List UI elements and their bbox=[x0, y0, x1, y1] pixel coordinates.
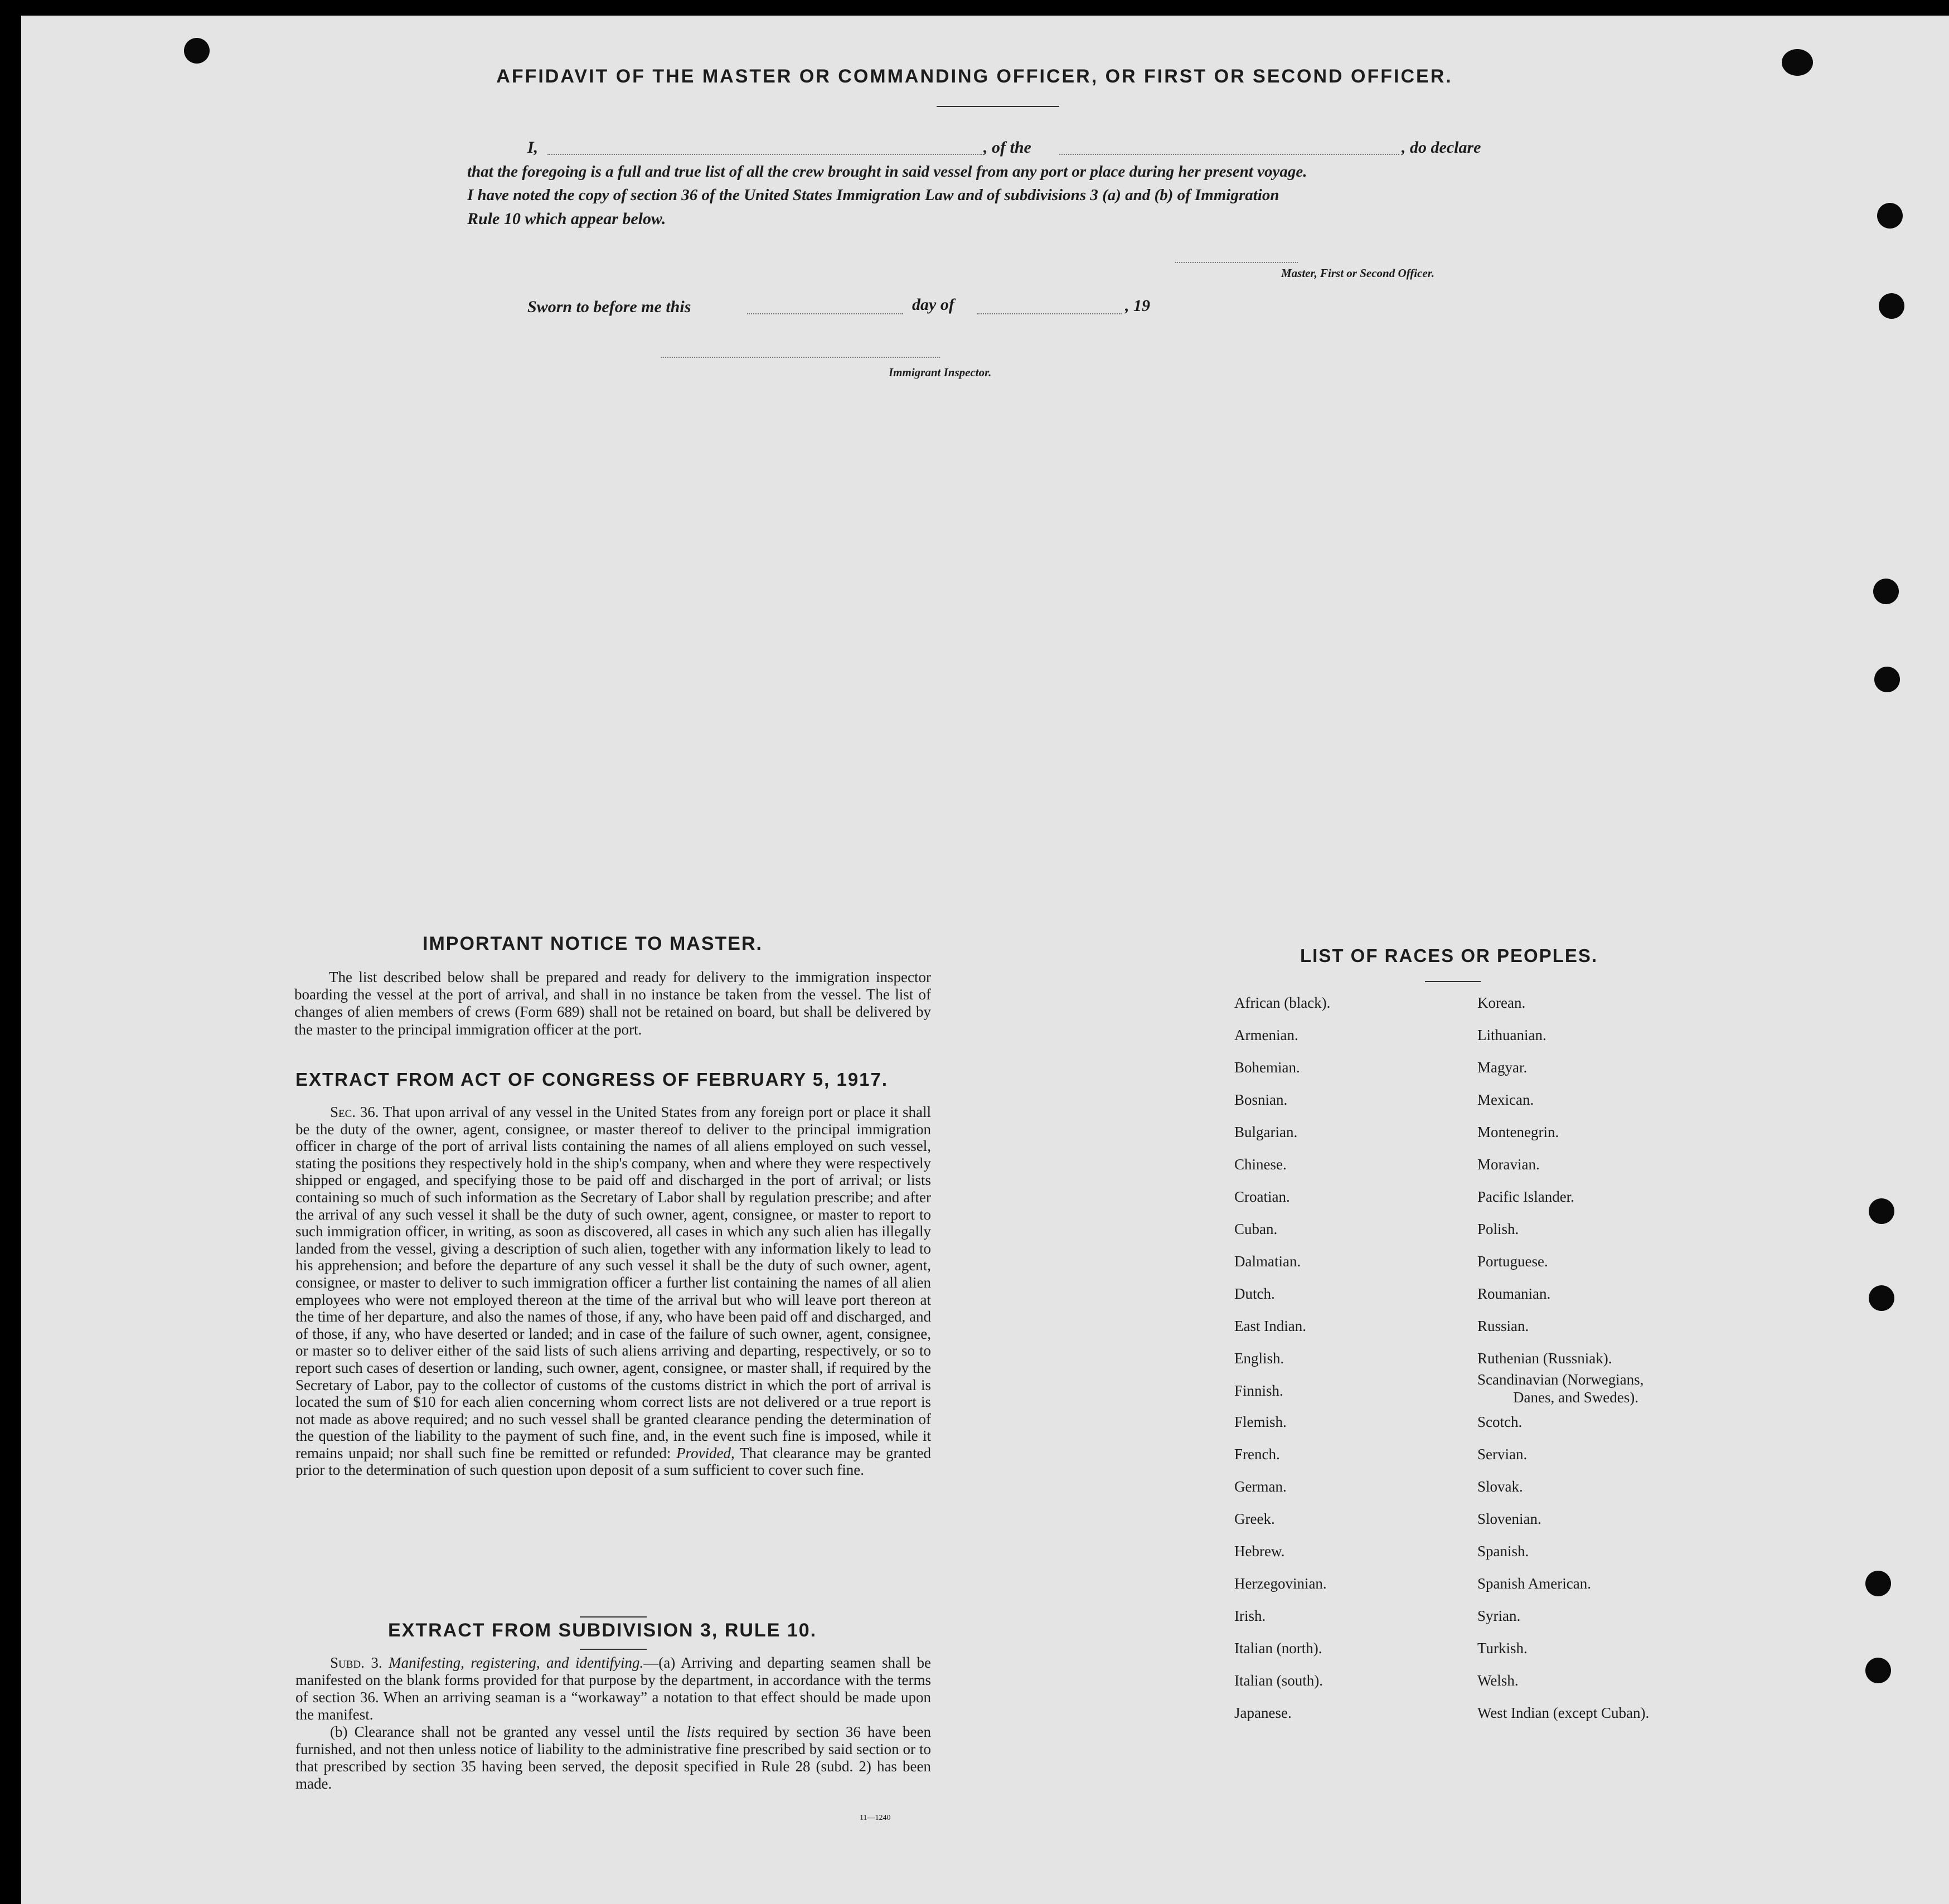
act-divider bbox=[580, 1616, 647, 1618]
race-item: Italian (south). bbox=[1234, 1672, 1323, 1689]
declaration-line-4: Rule 10 which appear below. bbox=[467, 210, 666, 228]
race-item: Magyar. bbox=[1477, 1059, 1528, 1076]
lists-word: lists bbox=[686, 1723, 711, 1740]
binder-hole bbox=[1877, 203, 1903, 229]
document-sheet bbox=[21, 16, 1949, 1904]
race-item: Greek. bbox=[1234, 1510, 1275, 1527]
race-item: Ruthenian (Russniak). bbox=[1477, 1350, 1612, 1367]
races-title-underline bbox=[1425, 981, 1481, 982]
sworn-day-of: day of bbox=[912, 295, 954, 314]
notice-title: IMPORTANT NOTICE TO MASTER. bbox=[423, 933, 763, 954]
binder-hole bbox=[1869, 1285, 1894, 1311]
race-item: Croatian. bbox=[1234, 1188, 1290, 1205]
race-item: Moravian. bbox=[1477, 1156, 1540, 1173]
race-item: English. bbox=[1234, 1350, 1284, 1367]
paragraph-a-text: —(a) Arriving and departing seamen shall be manifested on the blank forms provided for that purpose by the department, in accordance with the terms of section 36. When an arriving seaman is a “workaway” a notation to that effect should be made upon the manifest. bbox=[295, 1654, 931, 1723]
act-paragraph bbox=[295, 1104, 931, 1479]
subdivision-label: Subd. 3. bbox=[330, 1654, 382, 1671]
race-item: Irish. bbox=[1234, 1607, 1266, 1624]
vessel-blank-line bbox=[1059, 154, 1399, 155]
race-item: Bohemian. bbox=[1234, 1059, 1300, 1076]
race-item: Armenian. bbox=[1234, 1027, 1298, 1043]
name-blank-line bbox=[547, 154, 982, 155]
race-item: French. bbox=[1234, 1446, 1280, 1463]
binder-hole bbox=[1874, 667, 1900, 692]
declaration-i: I, bbox=[527, 138, 539, 157]
inspector-signature-line bbox=[661, 357, 940, 358]
paragraph-b-start: (b) Clearance shall not be granted any vessel until the bbox=[330, 1723, 680, 1740]
race-item: Hebrew. bbox=[1234, 1543, 1285, 1560]
declaration-line-3: I have noted the copy of section 36 of the United States Immigration Law and of subdivisions 3 (a) and (b) of Immigration bbox=[467, 186, 1279, 204]
affidavit-title: AFFIDAVIT OF THE MASTER OR COMMANDING OFFICER, OR FIRST OR SECOND OFFICER. bbox=[496, 66, 1453, 87]
rule-extract-title: EXTRACT FROM SUBDIVISION 3, RULE 10. bbox=[388, 1620, 817, 1641]
race-item: Italian (north). bbox=[1234, 1640, 1322, 1657]
race-continuation: Danes, and Swedes). bbox=[1513, 1389, 1638, 1406]
race-item: West Indian (except Cuban). bbox=[1477, 1704, 1650, 1721]
rule-extract-body bbox=[295, 1654, 931, 1793]
provided-word: Provided, bbox=[676, 1444, 735, 1461]
race-item: Pacific Islander. bbox=[1477, 1188, 1574, 1205]
race-item: Syrian. bbox=[1477, 1607, 1521, 1624]
binder-hole bbox=[1873, 579, 1899, 604]
declaration-do-declare: , do declare bbox=[1402, 138, 1481, 157]
binder-hole bbox=[184, 38, 210, 64]
rule-divider bbox=[580, 1649, 647, 1650]
sworn-text: Sworn to before me this bbox=[527, 298, 691, 316]
race-item: African (black). bbox=[1234, 994, 1331, 1011]
form-number: 11—1240 bbox=[860, 1814, 891, 1822]
race-item: Herzegovinian. bbox=[1234, 1575, 1327, 1592]
binder-hole bbox=[1879, 293, 1904, 319]
race-item: Korean. bbox=[1477, 994, 1526, 1011]
race-item: Slovak. bbox=[1477, 1478, 1523, 1495]
binder-hole bbox=[1865, 1658, 1891, 1683]
binder-hole bbox=[1865, 1571, 1891, 1596]
declaration-line-2: that the foregoing is a full and true list of all the crew brought in said vessel from any port or place during her present voyage. bbox=[467, 163, 1307, 181]
notice-paragraph: The list described below shall be prepared and ready for delivery to the immigration inspector boarding the vessel at the port of arrival, and shall in no instance be taken from the vessel. The list of changes of alien members of crews (Form 689) shall not be retained on board, but shall be delivered by the master to the principal immigration officer at the port. bbox=[294, 969, 931, 1038]
signature-label: Master, First or Second Officer. bbox=[1281, 266, 1434, 280]
race-item: Mexican. bbox=[1477, 1091, 1534, 1108]
subdivision-heading: Manifesting, registering, and identifying. bbox=[389, 1654, 644, 1671]
race-item: Spanish. bbox=[1477, 1543, 1529, 1560]
signature-line bbox=[1175, 262, 1298, 263]
race-item: German. bbox=[1234, 1478, 1287, 1495]
race-item: Montenegrin. bbox=[1477, 1124, 1559, 1140]
race-item: East Indian. bbox=[1234, 1318, 1306, 1334]
race-item: Bosnian. bbox=[1234, 1091, 1288, 1108]
races-title: LIST OF RACES OR PEOPLES. bbox=[1300, 945, 1598, 966]
section-label: Sec. 36. bbox=[330, 1104, 379, 1120]
race-item: Dutch. bbox=[1234, 1285, 1275, 1302]
rule-paragraph-a bbox=[295, 1654, 931, 1723]
race-item: Portuguese. bbox=[1477, 1253, 1548, 1270]
notice-body bbox=[294, 969, 931, 1038]
race-item: Bulgarian. bbox=[1234, 1124, 1298, 1140]
race-item: Roumanian. bbox=[1477, 1285, 1551, 1302]
race-item: Servian. bbox=[1477, 1446, 1528, 1463]
title-underline bbox=[937, 106, 1059, 107]
act-extract-body bbox=[295, 1104, 931, 1479]
race-item: Scandinavian (Norwegians, bbox=[1477, 1371, 1644, 1388]
race-item: Dalmatian. bbox=[1234, 1253, 1301, 1270]
race-item: Scotch. bbox=[1477, 1414, 1523, 1430]
act-text-end: That clearance may be granted prior to the determination of such question upon deposit of a sum sufficient to cover such fine. bbox=[295, 1444, 932, 1479]
paragraph-b-end: required by section 36 have been furnished, and not then unless notice of liability to the administrative fine prescribed by said section or to that prescribed by section 35 having been served, the deposit specified in Rule 28 (subd. 2) has been made. bbox=[295, 1723, 932, 1792]
race-item: Chinese. bbox=[1234, 1156, 1287, 1173]
sworn-month-blank bbox=[977, 313, 1122, 314]
inspector-label: Immigrant Inspector. bbox=[889, 366, 992, 379]
race-item: Spanish American. bbox=[1477, 1575, 1591, 1592]
sworn-year: , 19 bbox=[1125, 297, 1150, 315]
race-item: Flemish. bbox=[1234, 1414, 1287, 1430]
act-text: That upon arrival of any vessel in the United States from any foreign port or place it shall be the duty of the owner, agent, consignee, or master thereof to deliver to the principal immigration officer in charge of the port of arrival lists containing the names of all aliens employed on such vessel, stating the positions they respectively hold in the ship's company, when and where they were respectively shipped or engaged, and specifying those to be paid off and discharged in the port of arrival; or lists containing so much of such information as the Secretary of Labor shall by regulation prescribe; and after the arrival of any such vessel it shall be the duty of such owner, agent, consignee, or master to report to such immigration officer, in writing, as soon as discovered, all cases in which any such alien has illegally landed from the vessel, giving a description of such alien, together with any information likely to lead to his apprehension; and before the departure of any such vessel it shall be the duty of such owner, agent, consignee, or master to deliver to such immigration officer a further list containing the names of all alien employees who were not employed thereon at the time of the arrival but who will leave port thereon at the time of her departure, and also the names of those, if any, who have been paid off and discharged, and of those, if any, who have deserted or landed; and in case of the failure of such owner, agent, consignee, or master so to deliver either of the said lists of such aliens arriving and departing, respectively, or so to report such cases of desertion or landing, such owner, agent, consignee, or master shall, if required by the Secretary of Labor, pay to the collector of customs of the customs district in which the port of arrival is located the sum of $10 for each alien concerning whom correct lists are not delivered or a true report is not made as above required; and no such vessel shall be granted clearance pending the determination of the question of the liability to the payment of such fine, and, in the event such fine is imposed, while it remains unpaid; nor shall such fine be remitted or refunded: bbox=[295, 1104, 931, 1461]
race-item: Lithuanian. bbox=[1477, 1027, 1546, 1043]
race-item: Finnish. bbox=[1234, 1382, 1283, 1399]
binder-hole bbox=[1869, 1198, 1894, 1224]
race-item: Polish. bbox=[1477, 1221, 1519, 1237]
race-item: Cuban. bbox=[1234, 1221, 1278, 1237]
act-extract-title: EXTRACT FROM ACT OF CONGRESS OF FEBRUARY 5, 1917. bbox=[295, 1069, 889, 1090]
race-item: Japanese. bbox=[1234, 1704, 1292, 1721]
rule-paragraph-b bbox=[295, 1723, 931, 1793]
declaration-of-the: , of the bbox=[983, 138, 1031, 157]
race-item: Turkish. bbox=[1477, 1640, 1528, 1657]
race-item: Welsh. bbox=[1477, 1672, 1519, 1689]
sworn-day-blank bbox=[747, 313, 903, 314]
race-item: Slovenian. bbox=[1477, 1510, 1541, 1527]
race-item: Russian. bbox=[1477, 1318, 1529, 1334]
